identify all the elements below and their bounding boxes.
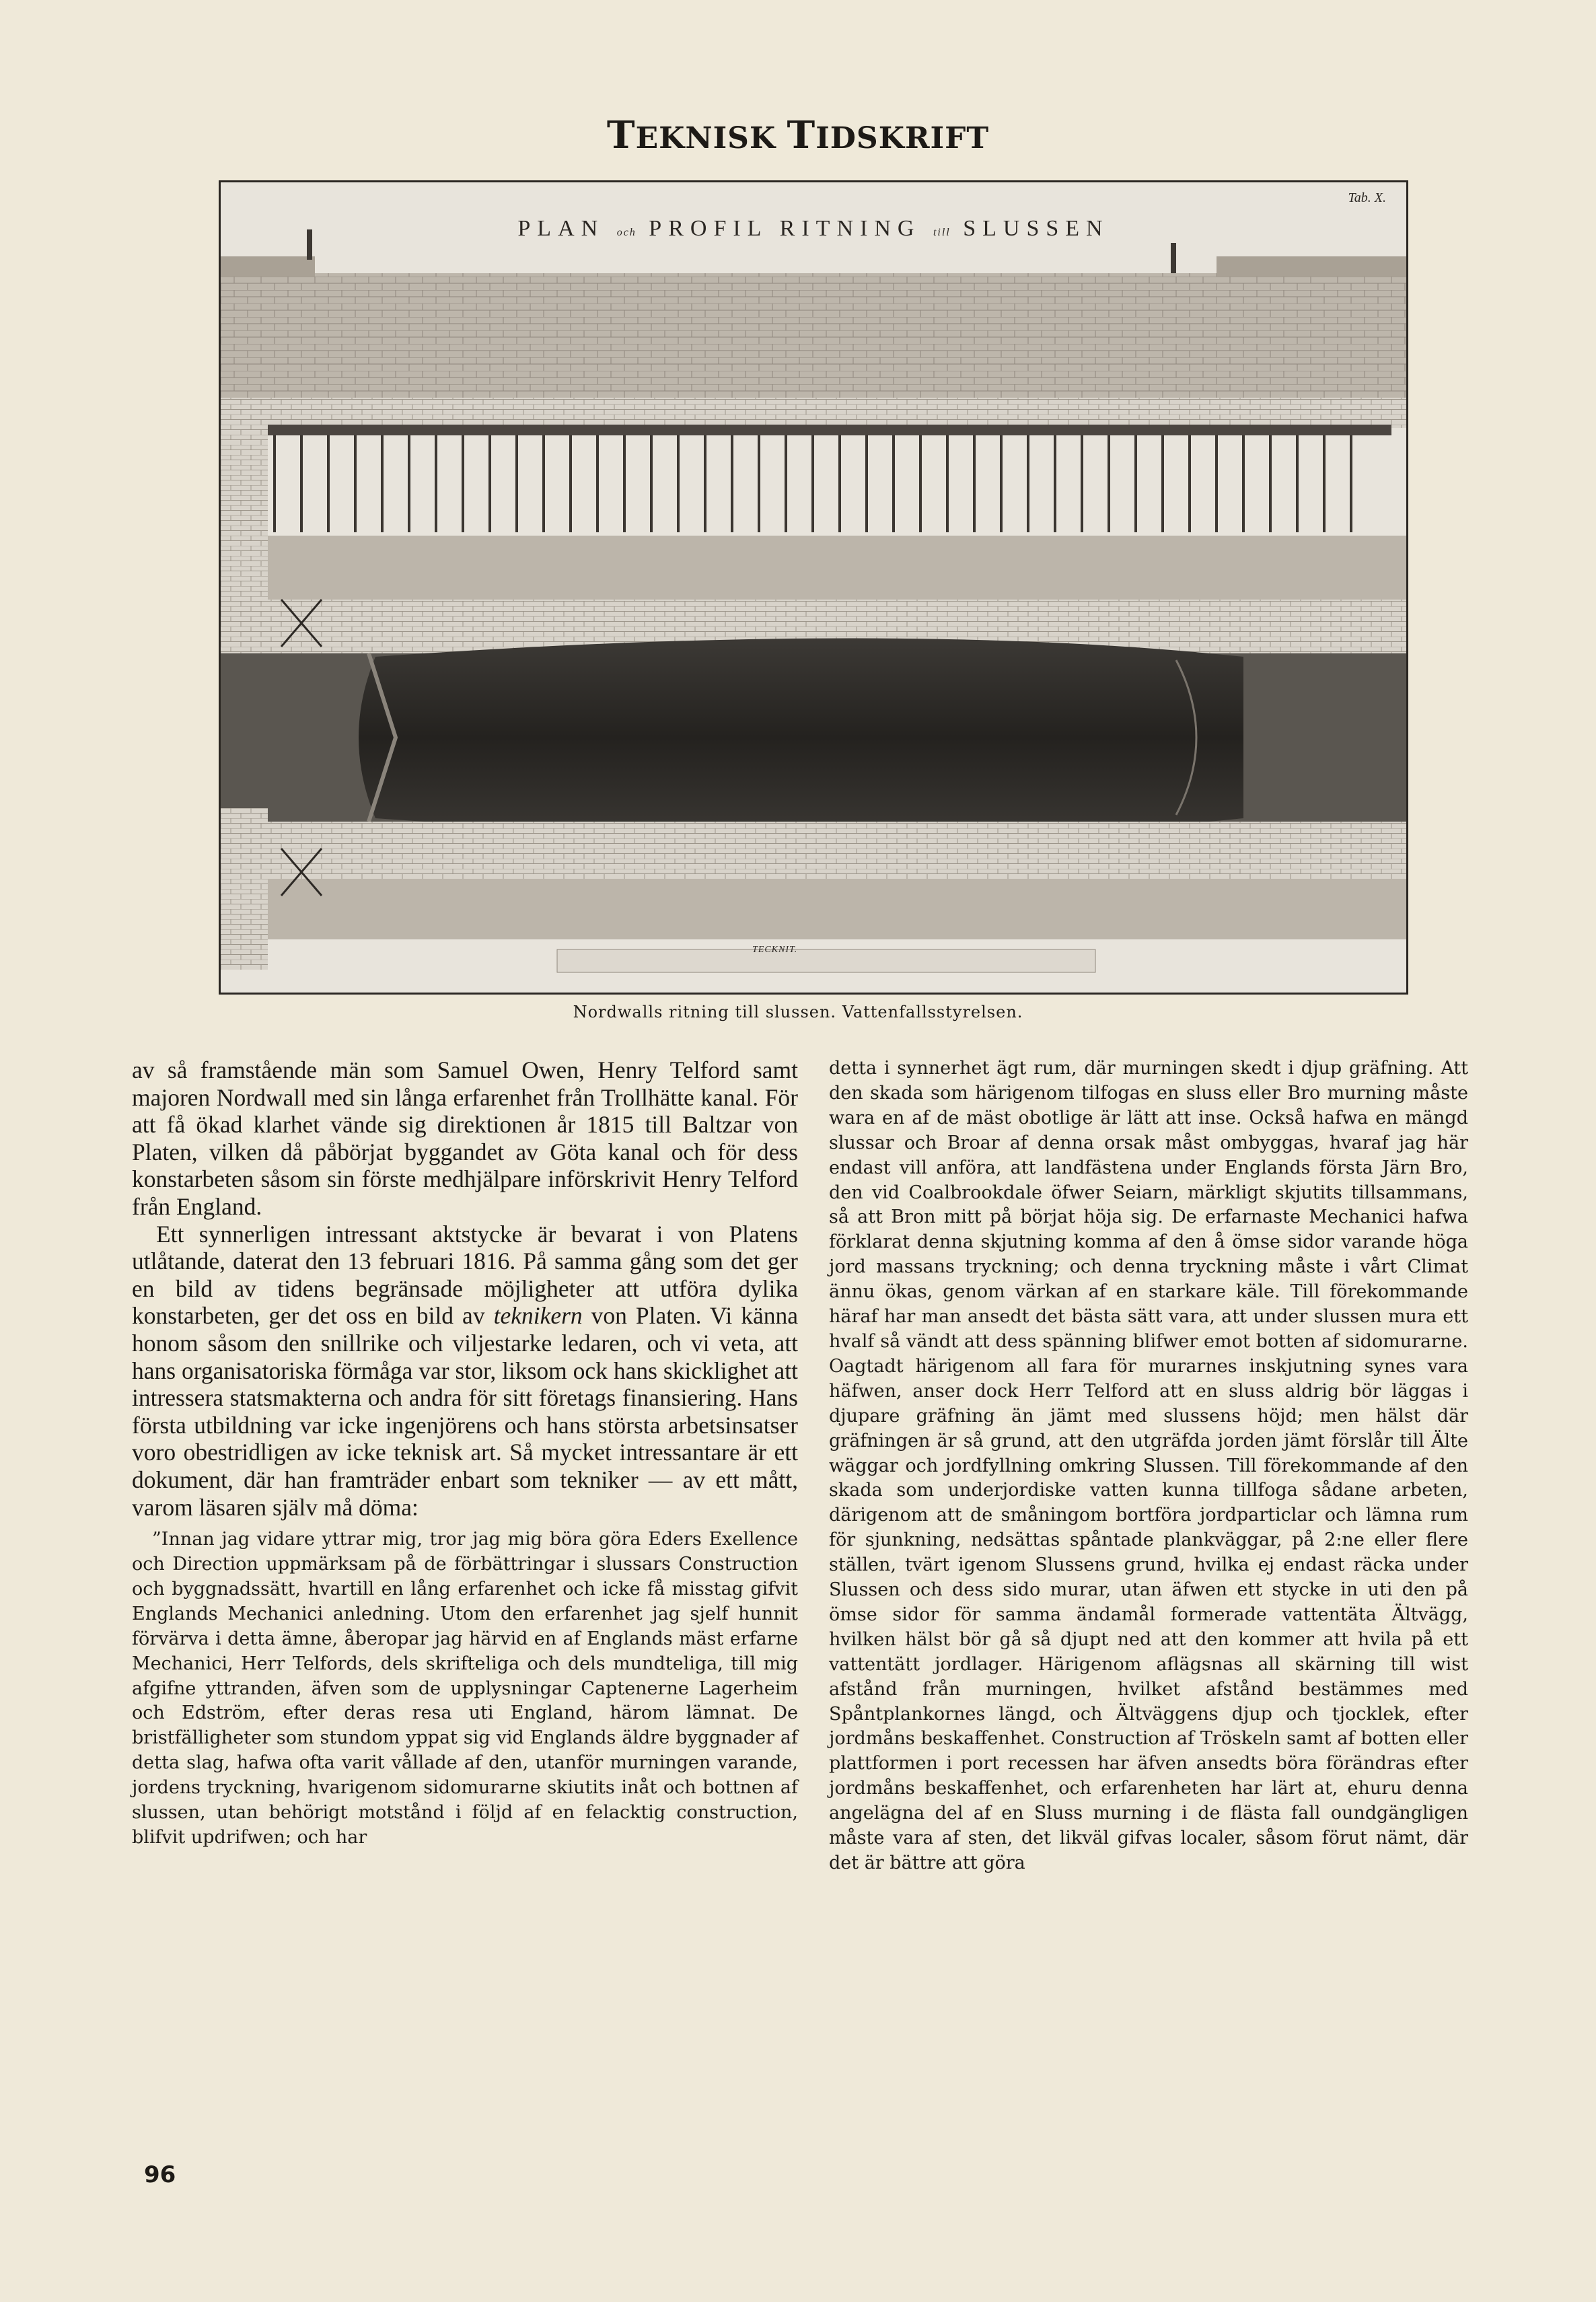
body-paragraph: av så framstående män som Samuel Owen, Henry Telford samt majoren Nordwall med sin långa erfarenhet från Trollhätte kanal. För att få ökad klarhet vände sig direktionen år 1815 till Baltzar von Platen, vilken då påbörjat byggandet av Göta kanal och för dess konstarbeten såsom sin förste medhjälpare införskrivit Henry Telford från England. — [132, 1056, 798, 1220]
journal-header-rest: IDSKRIFT — [815, 121, 990, 155]
plate-title-profil-ritning: PROFIL RITNING — [649, 216, 921, 241]
figure-caption: Nordwalls ritning till slussen. Vattenfallsstyrelsen. — [573, 1003, 1023, 1021]
lock-drawing-illustration — [221, 182, 1406, 993]
quote-paragraph: ”Innan jag vidare yttrar mig, tror jag mig böra göra Eders Exellence och Direction uppmärksam på de förbättringar i slussars Construction och byggnadssätt, hvartill en lång erfarenhet och icke få misstag gifvit Englands Mechanici anledning. Utom den erfarenhet jag sjelf hunnit förvärva i detta ämne, åberopar jag härvid en af Englands mäst erfarne Mechanici, Herr Telfords, dels skrifteliga och dels mundteliga, till mig afgifne yttranden, äfven som de upplysningar Captenerne Lagerheim och Edström, efter deras resa uti England, härom lämnat. De bristfälligheter som stundom yppat sig vid Englands äldre byggnader af detta slag, hafwa ofta varit vållade af den, utanför murningen varande, jordens tryckning, hvarigenom sidomurarne skiutits inåt och bottnen af slussen, utan behörigt motstånd i följd af en felacktig construction, blifvit updrifwen; och har — [132, 1529, 798, 1848]
plate-title-plan: PLAN — [517, 216, 605, 241]
body-text-run: Ett synnerligen intressant aktstycke är bevarat i von Platens utlåtande, daterat den 13 februari 1816. På samma gång som det ger en bild av tidens begränsade möjligheter att utföra dylika konstarbeten, ger det oss en bild av — [132, 1220, 798, 1330]
lock-drawing-plate — [219, 180, 1408, 995]
profile-wall — [221, 273, 1406, 404]
right-column — [829, 1056, 1468, 1876]
quote-paragraph: detta i synnerhet ägt rum, där murningen skedt i djup gräfning. Att den skada som härigenom tilfogas en sluss eller Bro murning måste wara en af de mäst obotlige är lätt att inse. Också hafwa en mängd slussar och Broar af denna orsak måst ombyggas, hvaraf jag här endast vill anföra, att landfästena under Englands första Järn Bro, den vid Coalbrookdale öfwer Seiarn, märkligt skjutits tillsammans, så att Bron mitt på börjat höja sig. De erfarnaste Mechanici hafwa förklarat denna skjutning komma af den å ömse sidor varande höga jord massans tryckning; och denna tryckning måste i vårt Climat ännu ökas, genom värkan af en starkare käle. Till förekommande häraf har man ansedt det bästa sätt vara, att under slussen mura ett hvalf så vändt att dess spänning blifwer emot botten af sidomurarne. Oagtadt härigenom all fara för murarnes inskjutning synes vara häfwen, anser dock Herr Telford att en sluss aldrig bör läggas i djupare gräfning än jämt med slussens höjd; men hälst där gräfningen är så grund, att den utgräfda jorden jämt förslår till Älte wäggar och jordfyllning omkring Slussen. Till förekommande af den skada som underjordiske vatten kunna tillfoga sådane arbeten, därigenom att de småningom bortföra jordparticlar och lämna rum för sjunkning, nedsättas spåntade plankväggar, på 2:ne eller flere ställen, tvärt igenom Slussens grund, hvilka ej endast räcka under Slussen och dess sido murar, utan äfwen ett stycke in uti den på ömse sidor för samma ändamål formerade vattentäta Ältvägg, hvilken hälst bör gå så djupt ned att den kommer att hvila på ett vattentätt jordlager. Härigenom aflägsnas all skärning till wist afstånd från murningen, hvilket afstånd bestämmes med Spåntplankornes längd, och Ältväggens djup och tjocklek, efter jordmåns beskaffenhet. Construction af Tröskeln samt af botten eller plattformen i port recessen har äfven ansedts böra förändras efter jordmåns beskaffenhet, och erfarenheten har lärt at, ehuru denna angelägna del af en Sluss murning i de flästa fall oundgängligen måste vara af sten, det likväl gifvas localer, såsom förut nämt, där det är bättre att göra — [829, 1058, 1468, 1873]
plate-title-slussen: SLUSSEN — [963, 216, 1110, 241]
plate-title — [221, 216, 1406, 242]
plate-tecknare-label: TECKNIT. — [752, 945, 798, 955]
plate-title-till: till — [933, 227, 951, 238]
body-text-run: von Platen. Vi känna honom såsom den snillrike och viljestarke ledaren, och vi veta, att hans organisatoriska förmåga var stor, liksom ock hans skicklighet att intressera statsmakterna och andra för sitt företags finansiering. Hans första utbildning var icke ingenjörens och hans största arbetsinsatser voro obestridligen av icke teknisk art. Så mycket intressantare är ett dokument, där han framträder enbart som tekniker — av ett mått, varom läsaren själv må döma: — [132, 1302, 798, 1521]
page-number: 96 — [144, 2161, 176, 2188]
body-paragraph — [132, 1221, 798, 1521]
journal-header-cap: T — [787, 113, 816, 157]
journal-header-cap: T — [606, 113, 636, 157]
plate-tab-label: Tab. X. — [1348, 190, 1386, 205]
journal-header-rest: EKNISK — [635, 121, 787, 155]
journal-header — [0, 113, 1596, 157]
lock-chamber — [359, 639, 1243, 837]
left-column — [132, 1056, 798, 1850]
plate-title-och: och — [616, 227, 637, 238]
body-text-italic: teknikern — [493, 1302, 583, 1330]
